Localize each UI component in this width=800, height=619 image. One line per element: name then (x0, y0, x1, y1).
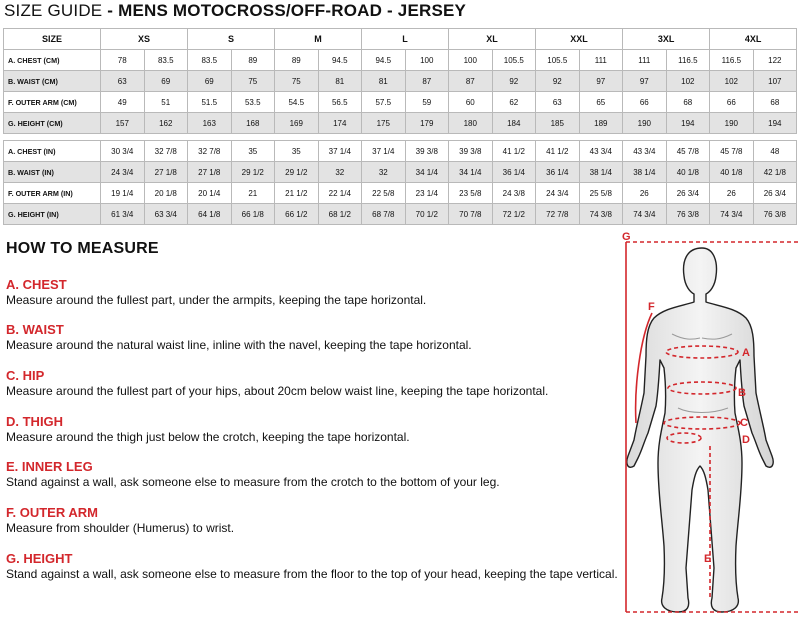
table-cell: 48 (753, 141, 797, 162)
table-cell: 35 (231, 141, 275, 162)
table-cell: 168 (231, 113, 275, 134)
table-cell: 39 3/8 (405, 141, 449, 162)
size-header-label: SIZE (4, 29, 101, 50)
table-cell: 94.5 (362, 50, 406, 71)
size-header-row (4, 29, 797, 50)
table-cell: 36 1/4 (492, 162, 536, 183)
table-cell: 29 1/2 (275, 162, 319, 183)
table-cell: 26 3/4 (666, 183, 710, 204)
marker-a: A (742, 347, 750, 359)
table-cell: 63 (101, 71, 145, 92)
table-cell: 51 (144, 92, 188, 113)
table-cell: 49 (101, 92, 145, 113)
table-cell: 175 (362, 113, 406, 134)
table-cell: 83.5 (144, 50, 188, 71)
table-cell: 60 (449, 92, 493, 113)
table-cell: 37 1/4 (362, 141, 406, 162)
table-cell: 189 (579, 113, 623, 134)
row-label: G. HEIGHT (IN) (4, 204, 101, 225)
table-cell: 24 3/8 (492, 183, 536, 204)
marker-g: G (622, 231, 631, 243)
table-cell: 56.5 (318, 92, 362, 113)
table-cell: 157 (101, 113, 145, 134)
table-cell: 162 (144, 113, 188, 134)
row-label: A. CHEST (IN) (4, 141, 101, 162)
table-cell: 32 7/8 (144, 141, 188, 162)
row-label: B. WAIST (IN) (4, 162, 101, 183)
size-table (3, 28, 797, 225)
measure-description: Measure from shoulder (Humerus) to wrist. (6, 521, 235, 535)
table-spacer-cell (4, 134, 797, 141)
row-label: F. OUTER ARM (IN) (4, 183, 101, 204)
table-cell: 69 (188, 71, 232, 92)
table-cell: 34 1/4 (449, 162, 493, 183)
table-cell: 38 1/4 (623, 162, 667, 183)
table-cell: 38 1/4 (579, 162, 623, 183)
table-cell: 26 (710, 183, 754, 204)
table-cell: 22 5/8 (362, 183, 406, 204)
measure-description: Measure around the fullest part of your hips, about 20cm below waist line, keeping the tape horizontal. (6, 384, 549, 398)
table-cell: 179 (405, 113, 449, 134)
table-cell: 22 1/4 (318, 183, 362, 204)
marker-d: D (742, 434, 750, 446)
table-cell: 190 (623, 113, 667, 134)
table-row (4, 204, 797, 225)
table-cell: 97 (623, 71, 667, 92)
table-cell: 21 (231, 183, 275, 204)
measure-item (6, 277, 426, 308)
size-header: XL (449, 29, 536, 50)
table-cell: 20 1/8 (144, 183, 188, 204)
table-cell: 74 3/8 (579, 204, 623, 225)
table-cell: 42 1/8 (753, 162, 797, 183)
table-cell: 65 (579, 92, 623, 113)
table-cell: 30 3/4 (101, 141, 145, 162)
table-cell: 68 (753, 92, 797, 113)
table-row (4, 162, 797, 183)
table-cell: 72 7/8 (536, 204, 580, 225)
table-cell: 19 1/4 (101, 183, 145, 204)
table-cell: 32 7/8 (188, 141, 232, 162)
table-spacer (4, 134, 797, 141)
table-cell: 20 1/4 (188, 183, 232, 204)
table-cell: 39 3/8 (449, 141, 493, 162)
table-cell: 180 (449, 113, 493, 134)
table-cell: 194 (666, 113, 710, 134)
table-cell: 25 5/8 (579, 183, 623, 204)
table-row (4, 92, 797, 113)
table-cell: 83.5 (188, 50, 232, 71)
table-cell: 63 (536, 92, 580, 113)
table-cell: 69 (144, 71, 188, 92)
measure-description: Measure around the natural waist line, inline with the navel, keeping the tape horizontal. (6, 338, 472, 352)
marker-f: F (648, 301, 655, 313)
table-cell: 116.5 (710, 50, 754, 71)
size-header: 4XL (710, 29, 797, 50)
table-cell: 70 7/8 (449, 204, 493, 225)
table-cell: 169 (275, 113, 319, 134)
table-row (4, 50, 797, 71)
table-cell: 87 (405, 71, 449, 92)
size-header: XS (101, 29, 188, 50)
measure-item (6, 459, 500, 490)
title-suffix: - MENS MOTOCROSS/OFF-ROAD - JERSEY (107, 1, 467, 20)
row-label: G. HEIGHT (CM) (4, 113, 101, 134)
table-cell: 34 1/4 (405, 162, 449, 183)
table-cell: 194 (753, 113, 797, 134)
table-cell: 105.5 (536, 50, 580, 71)
size-header: M (275, 29, 362, 50)
table-cell: 78 (101, 50, 145, 71)
measure-description: Measure around the thigh just below the crotch, keeping the tape horizontal. (6, 430, 410, 444)
table-cell: 68 1/2 (318, 204, 362, 225)
measure-heading: C. HIP (6, 368, 45, 383)
table-cell: 74 3/4 (710, 204, 754, 225)
table-cell: 43 3/4 (579, 141, 623, 162)
table-cell: 32 (362, 162, 406, 183)
table-cell: 51.5 (188, 92, 232, 113)
table-cell: 174 (318, 113, 362, 134)
size-header: 3XL (623, 29, 710, 50)
size-header: S (188, 29, 275, 50)
table-cell: 163 (188, 113, 232, 134)
marker-c: C (740, 417, 748, 429)
table-cell: 68 7/8 (362, 204, 406, 225)
table-cell: 45 7/8 (666, 141, 710, 162)
table-cell: 66 (623, 92, 667, 113)
measure-heading: F. OUTER ARM (6, 505, 98, 520)
size-header: XXL (536, 29, 623, 50)
table-cell: 53.5 (231, 92, 275, 113)
table-cell: 29 1/2 (231, 162, 275, 183)
table-cell: 76 3/8 (753, 204, 797, 225)
body-figure (600, 228, 800, 618)
table-cell: 102 (666, 71, 710, 92)
measure-description: Stand against a wall, ask someone else to measure from the floor to the top of your head, keeping the tape vertical. (6, 567, 618, 581)
table-cell: 94.5 (318, 50, 362, 71)
measure-heading: A. CHEST (6, 277, 67, 292)
row-label: B. WAIST (CM) (4, 71, 101, 92)
table-cell: 111 (579, 50, 623, 71)
row-label: F. OUTER ARM (CM) (4, 92, 101, 113)
measure-item (6, 322, 472, 353)
table-cell: 41 1/2 (536, 141, 580, 162)
table-cell: 75 (231, 71, 275, 92)
table-cell: 59 (405, 92, 449, 113)
table-cell: 122 (753, 50, 797, 71)
row-label: A. CHEST (CM) (4, 50, 101, 71)
table-cell: 72 1/2 (492, 204, 536, 225)
marker-e: E (704, 553, 712, 565)
size-header: L (362, 29, 449, 50)
table-cell: 81 (318, 71, 362, 92)
table-cell: 97 (579, 71, 623, 92)
table-cell: 190 (710, 113, 754, 134)
table-cell: 63 3/4 (144, 204, 188, 225)
table-cell: 105.5 (492, 50, 536, 71)
table-cell: 37 1/4 (318, 141, 362, 162)
table-cell: 66 (710, 92, 754, 113)
table-cell: 102 (710, 71, 754, 92)
table-cell: 111 (623, 50, 667, 71)
table-cell: 23 1/4 (405, 183, 449, 204)
table-cell: 68 (666, 92, 710, 113)
table-cell: 92 (536, 71, 580, 92)
measure-item (6, 414, 410, 445)
table-cell: 185 (536, 113, 580, 134)
table-cell: 66 1/2 (275, 204, 319, 225)
measure-heading: E. INNER LEG (6, 459, 93, 474)
table-cell: 21 1/2 (275, 183, 319, 204)
table-cell: 36 1/4 (536, 162, 580, 183)
table-cell: 54.5 (275, 92, 319, 113)
table-cell: 26 (623, 183, 667, 204)
measure-item (6, 505, 234, 536)
measure-heading: G. HEIGHT (6, 551, 73, 566)
table-cell: 64 1/8 (188, 204, 232, 225)
table-cell: 24 3/4 (101, 162, 145, 183)
table-cell: 89 (231, 50, 275, 71)
table-cell: 40 1/8 (666, 162, 710, 183)
measure-description: Stand against a wall, ask someone else to measure from the crotch to the bottom of your leg. (6, 475, 500, 489)
table-cell: 66 1/8 (231, 204, 275, 225)
table-cell: 100 (449, 50, 493, 71)
measure-item (6, 368, 548, 399)
measure-description: Measure around the fullest part, under the armpits, keeping the tape horizontal. (6, 293, 427, 307)
table-cell: 89 (275, 50, 319, 71)
table-cell: 100 (405, 50, 449, 71)
table-cell: 24 3/4 (536, 183, 580, 204)
table-cell: 75 (275, 71, 319, 92)
table-cell: 27 1/8 (188, 162, 232, 183)
table-cell: 70 1/2 (405, 204, 449, 225)
table-cell: 107 (753, 71, 797, 92)
table-cell: 35 (275, 141, 319, 162)
table-row (4, 71, 797, 92)
table-row (4, 183, 797, 204)
table-row (4, 141, 797, 162)
table-cell: 41 1/2 (492, 141, 536, 162)
table-cell: 92 (492, 71, 536, 92)
table-cell: 27 1/8 (144, 162, 188, 183)
table-cell: 62 (492, 92, 536, 113)
table-cell: 40 1/8 (710, 162, 754, 183)
measure-item (6, 551, 618, 582)
measure-heading: D. THIGH (6, 414, 64, 429)
table-cell: 184 (492, 113, 536, 134)
table-cell: 45 7/8 (710, 141, 754, 162)
body-silhouette (600, 228, 800, 618)
table-cell: 74 3/4 (623, 204, 667, 225)
table-cell: 116.5 (666, 50, 710, 71)
table-cell: 81 (362, 71, 406, 92)
title-prefix: SIZE GUIDE (4, 1, 103, 20)
table-cell: 43 3/4 (623, 141, 667, 162)
table-cell: 76 3/8 (666, 204, 710, 225)
table-cell: 32 (318, 162, 362, 183)
table-cell: 57.5 (362, 92, 406, 113)
table-cell: 87 (449, 71, 493, 92)
measure-heading: B. WAIST (6, 322, 64, 337)
how-to-measure-title: HOW TO MEASURE (6, 240, 159, 257)
table-row (4, 113, 797, 134)
page-title (4, 0, 466, 22)
marker-b: B (738, 387, 746, 399)
table-cell: 26 3/4 (753, 183, 797, 204)
table-cell: 23 5/8 (449, 183, 493, 204)
table-cell: 61 3/4 (101, 204, 145, 225)
